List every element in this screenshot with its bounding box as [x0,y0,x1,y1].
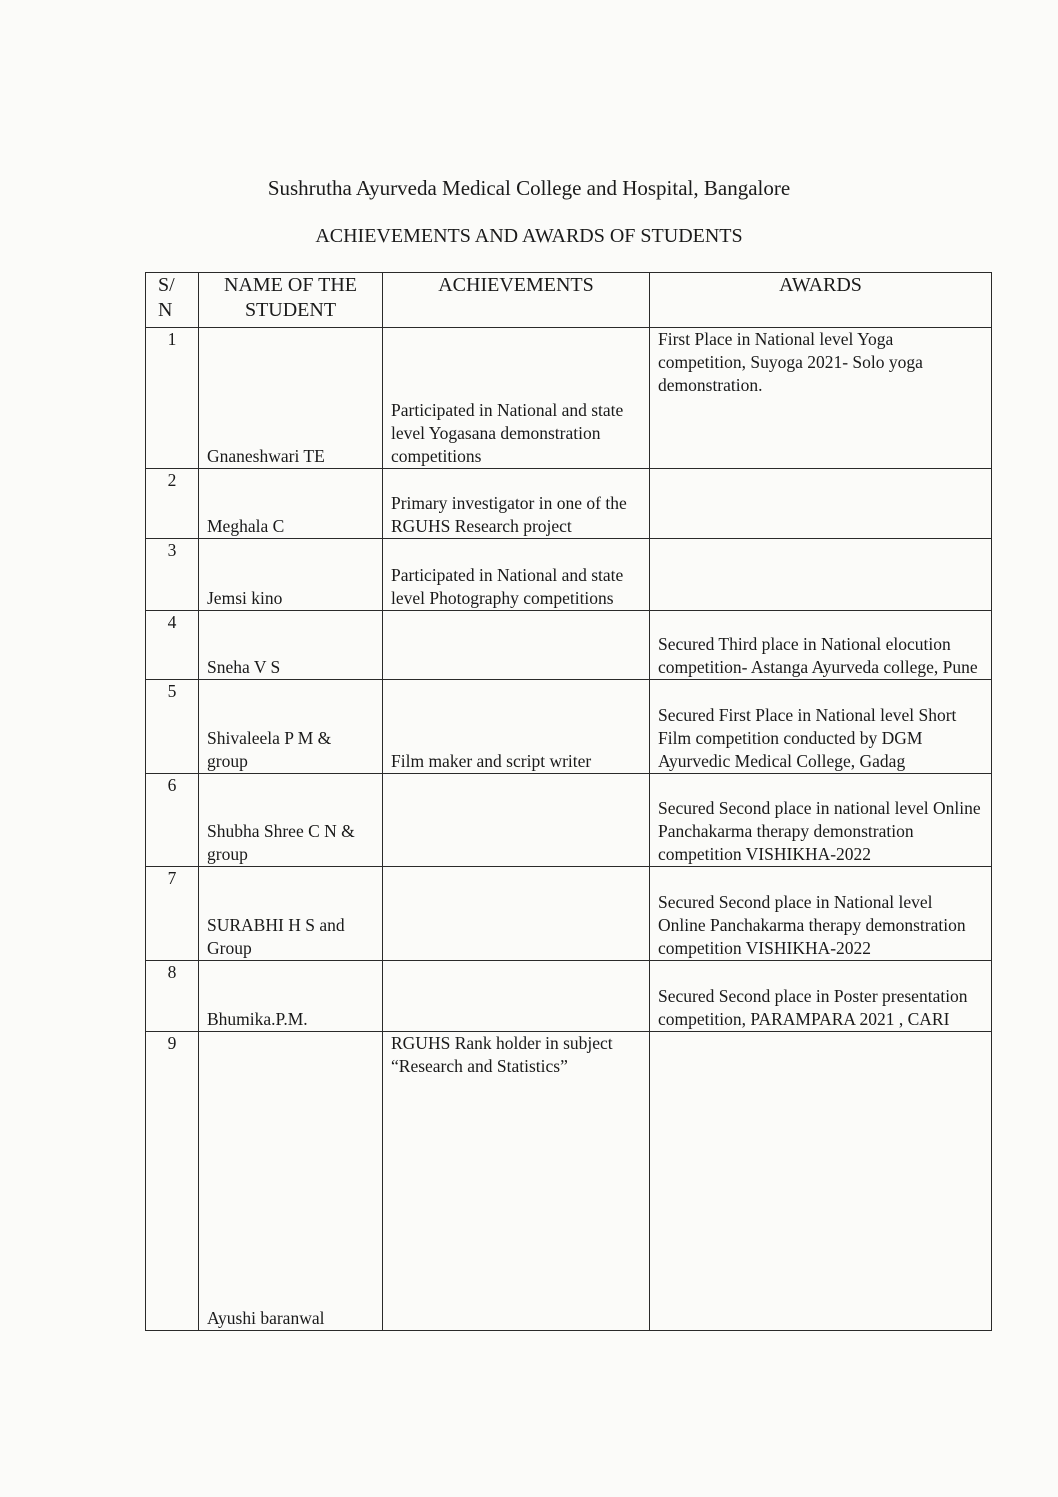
row-serial: 1 [146,328,199,469]
student-name: Sneha V S [199,611,383,680]
student-name: SURABHI H S and Group [199,867,383,961]
table-row [146,961,992,1032]
student-name: Shivaleela P M & group [199,680,383,774]
table-header-row [146,273,992,328]
award-cell [650,539,992,611]
table-row [146,539,992,611]
table-row [146,680,992,774]
row-serial: 7 [146,867,199,961]
row-serial: 6 [146,774,199,867]
achievement-cell: RGUHS Rank holder in subject “Research and Statistics” [383,1032,650,1331]
achievement-cell [383,774,650,867]
award-cell: First Place in National level Yoga competition, Suyoga 2021- Solo yoga demonstration. [650,328,992,469]
document-title: Sushrutha Ayurveda Medical College and Hospital, Bangalore [267,176,791,200]
achievement-cell: Primary investigator in one of the RGUHS Research project [383,469,650,539]
document-subtitle: ACHIEVEMENTS AND AWARDS OF STUDENTS [315,225,743,247]
row-serial: 4 [146,611,199,680]
award-cell [650,1032,992,1331]
student-name: Ayushi baranwal [199,1032,383,1331]
award-cell: Secured Second place in national level Online Panchakarma therapy demonstration competition VISHIKHA-2022 [650,774,992,867]
row-serial: 2 [146,469,199,539]
row-serial: 3 [146,539,199,611]
student-name: Meghala C [199,469,383,539]
award-cell: Secured First Place in National level Short Film competition conducted by DGM Ayurvedic Medical College, Gadag [650,680,992,774]
achievement-cell: Participated in National and state level Yogasana demonstration competitions [383,328,650,469]
award-cell: Secured Second place in National level Online Panchakarma therapy demonstration competition VISHIKHA-2022 [650,867,992,961]
award-cell: Secured Third place in National elocution competition- Astanga Ayurveda college, Pune [650,611,992,680]
achievement-cell [383,611,650,680]
table-row [146,774,992,867]
student-name: Gnaneshwari TE [199,328,383,469]
award-cell [650,469,992,539]
achievements-table [145,272,992,1331]
row-serial: 5 [146,680,199,774]
column-header-achievements: ACHIEVEMENTS [383,273,650,328]
row-serial: 8 [146,961,199,1032]
table-row [146,1032,992,1331]
achievement-cell: Participated in National and state level Photography competitions [383,539,650,611]
column-header-sn: S/ N [146,273,199,328]
table-row [146,867,992,961]
achievement-cell [383,867,650,961]
student-name: Shubha Shree C N & group [199,774,383,867]
table-row [146,328,992,469]
student-name: Jemsi kino [199,539,383,611]
table-row [146,611,992,680]
award-cell: Secured Second place in Poster presentation competition, PARAMPARA 2021 , CARI [650,961,992,1032]
achievement-cell [383,961,650,1032]
row-serial: 9 [146,1032,199,1331]
column-header-awards: AWARDS [650,273,992,328]
achievement-cell: Film maker and script writer [383,680,650,774]
student-name: Bhumika.P.M. [199,961,383,1032]
table-row [146,469,992,539]
column-header-name: NAME OF THE STUDENT [199,273,383,328]
